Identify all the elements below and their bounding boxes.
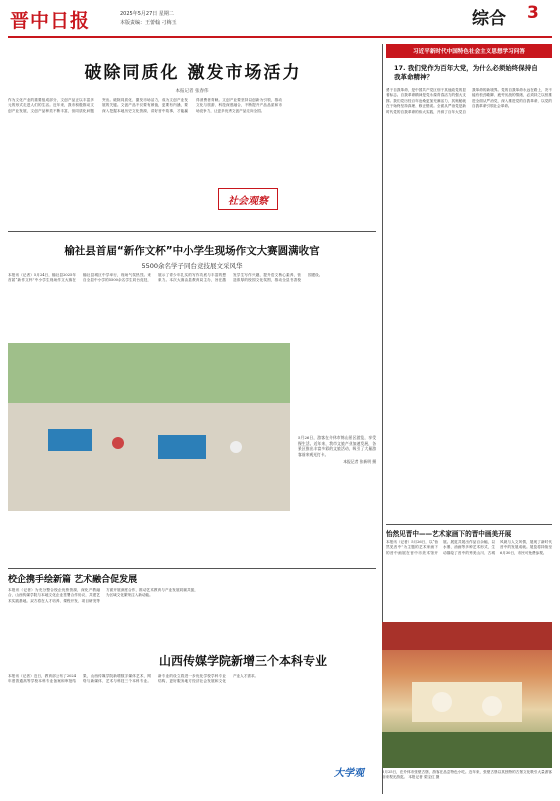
masthead-rule bbox=[8, 36, 552, 38]
article-body: 本报讯（记者）5月24日，榆社县2025年首届“新作文杯”中小学生现场作文大赛在榆社县城区中学举行，现场气氛热烈。来自全县中小学的5500余名学生同台竞技，展示了青少年扎实的写作功底与丰富的想象力。本次大赛由县教育局主办，旨在激发学生写作兴趣，提升语文核心素养，营造浓厚的校园文化氛围，推动全县书香校园建设。 bbox=[8, 273, 323, 283]
photo-credit: 本报记者 张新明 摄 bbox=[343, 459, 376, 465]
column-header bbox=[386, 44, 552, 58]
photo-caption bbox=[298, 435, 376, 511]
article-new-majors bbox=[8, 648, 376, 798]
newspaper-logo: 晋中日报 bbox=[10, 10, 91, 32]
badge-label: 社会观察 bbox=[228, 195, 268, 207]
article-body: 作为文化产业的重要组成部分，文创产品正以丰富多元的形式走进人们的生活。近年来，我市积极推动文创产业发展，文创产品种类不断丰富，但同质化问题突出。破除同质化、激发市场活力，成为文创产业发展的关键。文创产品不仅要有颜值，更要有内涵，要深入挖掘本地历史文化资源，讲好晋中故事，才能赢得消费者青睐。文创产业要坚持以创新为引领，推动文化与旅游、科技深度融合，不断提升产品品质和市场竞争力，让更多优秀文创产品走向全国。 bbox=[8, 98, 282, 113]
article-body: 本报讯（记者）近日，教育部公布了2024年度普通高等学校本科专业备案和审批结果，山西传媒学院新增数字媒体艺术、网络与新媒体、艺术与科技三个本科专业。新专业的设立将进一步优化学校学科专业结构，更好服务地方经济社会发展和文化产业人才需求。 bbox=[8, 674, 259, 684]
art-exhibition-feature bbox=[382, 528, 552, 796]
park-scene-illustration bbox=[8, 343, 290, 511]
article-body: 本报讯（记者）为充分整合校企优势资源，深化产教融合，山西传媒学院与本地文化企业签署合作协议，共建艺术实践基地。双方将在人才培养、课程开发、项目研发等方面开展深度合作，推动艺术教育与产业发展同频共振，为区域文化繁荣注入新动能。 bbox=[8, 588, 198, 603]
park-photo bbox=[8, 343, 290, 511]
page-number: 3 bbox=[527, 3, 539, 23]
social-observation-badge bbox=[218, 188, 278, 210]
article-subtitle: 5500余名学子同台竞技展文采风华 bbox=[141, 262, 243, 270]
masthead bbox=[0, 0, 560, 42]
column-header-label: 习近平新时代中国特色社会主义思想学习问答 bbox=[413, 49, 525, 55]
question-heading bbox=[394, 64, 544, 82]
study-qa-column bbox=[386, 44, 552, 522]
page-editors: 本版责编：王蕾翰 刁梅玉 bbox=[120, 20, 177, 26]
article-title: 榆社县首届“新作文杯”中小学生现场作文大赛圆满收官 bbox=[64, 245, 320, 257]
caption-text: 5月25日，在介休市张壁古堡，游客在品尝特色小吃。近年来，张壁古堡以其独特的古堡文化吸引大量游客前来观光游览。 bbox=[382, 770, 552, 779]
divider bbox=[8, 568, 376, 569]
article-title: 山西传媒学院新增三个本科专业 bbox=[158, 654, 327, 668]
question-number: 17. bbox=[394, 64, 406, 72]
market-photo bbox=[382, 622, 552, 768]
column-body: 勇于自我革命，是中国共产党区别于其他政党的显著标志。自我革命精神是党永葆青春活力的强大支撑。我们党历经百年沧桑更加充满活力，其奥秘就在于始终坚持真理、修正错误。全面从严治党是新时代党的自我革命的伟大实践，开辟了百年大党自我革命的新境界。党的自我革命永远在路上，决不能有松劲歇脚、疲劳厌战的情绪，必须持之以恒推进全面从严治党，深入推进党的自我革命，以党的自我革命引领社会革命。 bbox=[386, 88, 552, 114]
article-essay-contest bbox=[8, 235, 376, 615]
food-stall-illustration bbox=[382, 622, 552, 768]
article-title: 破除同质化 激发市场活力 bbox=[84, 63, 302, 83]
feature-body: 本报讯（记者）5月26日，以“怡然见晋中”为主题的艺术家画下的晋中画展在晋中市美术馆开展。展览共展出作品百余幅，以水墨、油画等多种艺术形式，生动描绘了晋中的秀美山川、古城风貌与人文风情，展现了新时代晋中的发展成就。展览将持续至6月30日，市民可免费参观。 bbox=[386, 540, 552, 555]
issue-date: 2025年5月27日 星期二 bbox=[120, 11, 174, 17]
article-title: 校企携手绘新篇 艺术融合促发展 bbox=[8, 575, 138, 585]
photo-credit: 本报记者 梁宝红 摄 bbox=[408, 775, 440, 779]
photo-caption bbox=[382, 770, 552, 794]
question-text: 我们党作为百年大党，为什么必须始终保持自我革命精神？ bbox=[394, 64, 538, 81]
article-byline: 本报记者 张春伟 bbox=[175, 89, 209, 94]
section-title: 综合 bbox=[472, 9, 506, 29]
article-anti-homogenization bbox=[8, 44, 376, 230]
badge-label: 大学观 bbox=[334, 767, 364, 779]
caption-text: 5月26日，游客在介休市绵山景区游览，享受慢生活。近年来，我市文旅产业加速发展，各景区推出丰富多彩的文旅活动，吸引了大量游客前来观光打卡。 bbox=[298, 435, 376, 457]
university-view-badge bbox=[326, 760, 372, 782]
feature-title: 怡然见晋中——艺术家画下的晋中画美开展 bbox=[386, 530, 512, 538]
divider bbox=[8, 231, 376, 232]
divider bbox=[386, 524, 552, 525]
